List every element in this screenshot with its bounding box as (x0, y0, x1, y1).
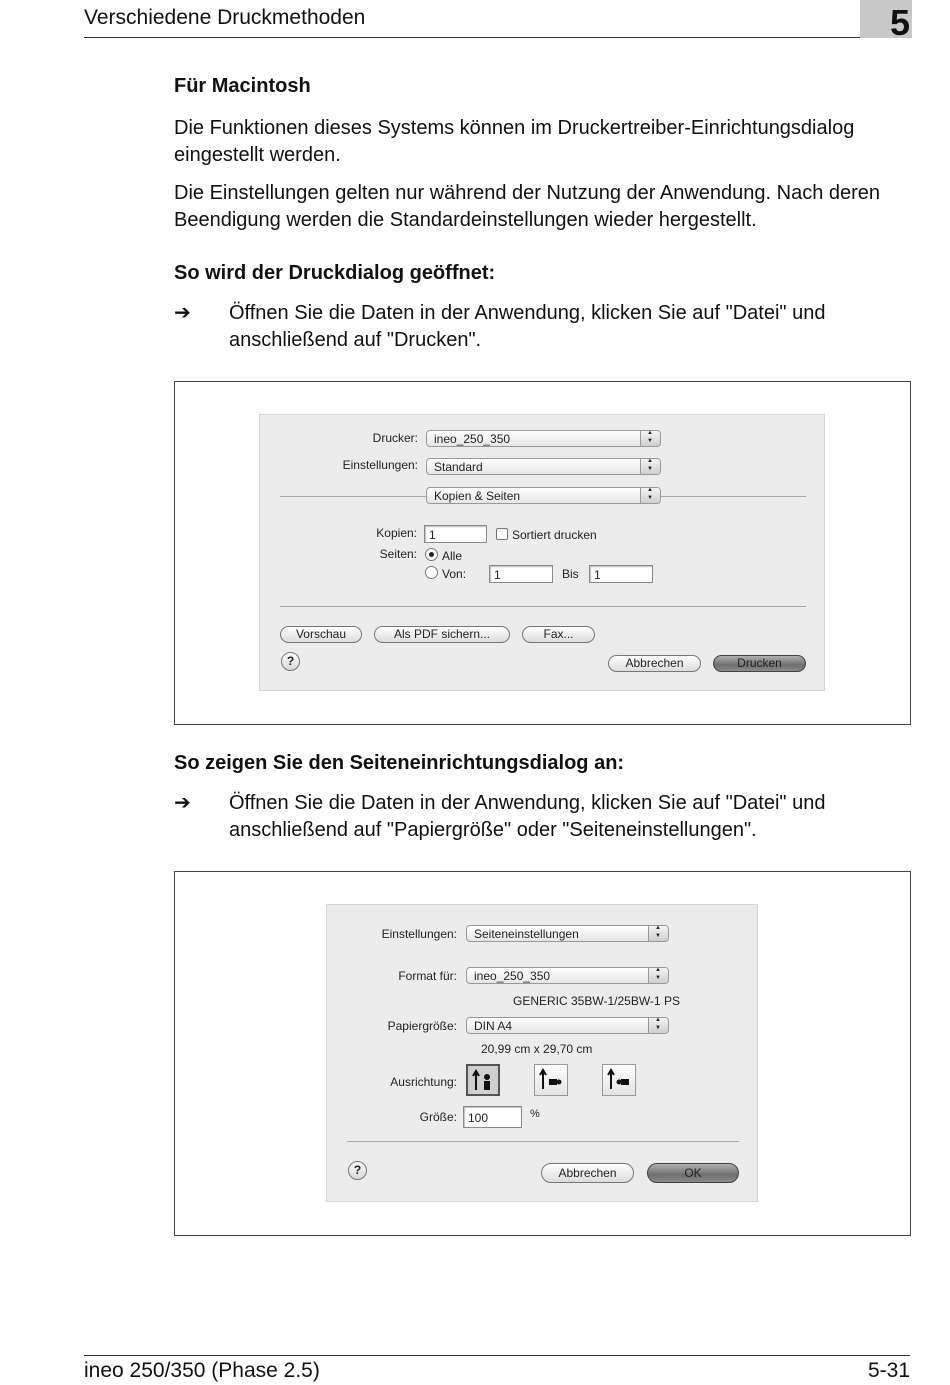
preview-button[interactable]: Vorschau (280, 626, 362, 643)
popup-stepper-icon (648, 968, 668, 983)
printer-description: GENERIC 35BW-1/25BW-1 PS (513, 994, 680, 1008)
separator (661, 496, 806, 497)
cancel-button[interactable]: Abbrechen (608, 655, 701, 672)
print-button[interactable]: Drucken (713, 655, 806, 672)
save-as-pdf-button[interactable]: Als PDF sichern... (374, 626, 510, 643)
scale-label: Größe: (419, 1110, 457, 1124)
separator (347, 1141, 739, 1142)
print-dialog-heading: So wird der Druckdialog geöffnet: (174, 262, 496, 284)
popup-stepper-icon (648, 1018, 668, 1033)
footer-rule (84, 1355, 910, 1356)
separator (280, 606, 806, 607)
settings-popup-value: Seiteneinstellungen (474, 927, 579, 941)
orientation-label: Ausrichtung: (390, 1075, 457, 1089)
scale-field[interactable]: 100 (463, 1106, 522, 1128)
settings-label: Einstellungen: (381, 927, 457, 941)
format-popup-value: ineo_250_350 (474, 969, 551, 983)
paper-size-label: Papiergröße: (387, 1019, 457, 1033)
settings-label: Einstellungen: (342, 458, 418, 472)
print-dialog (259, 414, 825, 691)
ok-button[interactable]: OK (647, 1163, 739, 1183)
pages-label: Seiten: (379, 547, 417, 561)
paper-size-popup[interactable] (466, 1017, 669, 1034)
copies-label: Kopien: (376, 526, 417, 540)
panel-popup-value: Kopien & Seiten (434, 489, 521, 503)
pages-all-radio[interactable] (425, 548, 438, 561)
separator (280, 496, 426, 497)
orientation-landscape-reverse-icon[interactable] (602, 1064, 636, 1096)
popup-stepper-icon (640, 431, 660, 446)
page-setup-step: Öffnen Sie die Daten in der Anwendung, klicken Sie auf "Datei" und anschließend auf "Papiergröße" oder "Seiteneinstellungen". (229, 792, 826, 841)
format-popup[interactable] (466, 967, 669, 984)
format-label: Format für: (398, 969, 457, 983)
arrow-icon: ➔ (174, 302, 191, 324)
help-icon[interactable]: ? (348, 1161, 367, 1180)
orientation-landscape-icon[interactable] (534, 1064, 568, 1096)
running-header-title: Verschiedene Druckmethoden (84, 6, 366, 29)
header-rule (84, 37, 860, 38)
pages-to-label: Bis (562, 567, 579, 581)
intro-paragraph-1: Die Funktionen dieses Systems können im Druckertreiber-Einrichtungsdialog eingestellt werden. (174, 117, 855, 166)
settings-popup[interactable] (466, 925, 669, 942)
popup-stepper-icon (648, 926, 668, 941)
arrow-icon: ➔ (174, 792, 191, 814)
fax-button[interactable]: Fax... (522, 626, 595, 643)
pages-to-field[interactable]: 1 (589, 565, 653, 583)
help-icon[interactable]: ? (281, 652, 300, 671)
cancel-button[interactable]: Abbrechen (541, 1163, 634, 1183)
settings-popup[interactable] (426, 458, 661, 475)
page-setup-heading: So zeigen Sie den Seiteneinrichtungsdialog an: (174, 752, 625, 774)
footer-product: ineo 250/350 (Phase 2.5) (84, 1359, 320, 1382)
popup-stepper-icon (640, 459, 660, 474)
chapter-number: 5 (889, 2, 910, 43)
paper-size-popup-value: DIN A4 (474, 1019, 513, 1033)
collate-checkbox[interactable] (496, 528, 508, 540)
printer-label: Drucker: (372, 431, 418, 445)
pages-range-radio[interactable] (425, 566, 438, 579)
intro-paragraph-2: Die Einstellungen gelten nur während der Nutzung der Anwendung. Nach deren Beendigung werden die Standardeinstellungen wieder hergestellt. (174, 182, 881, 231)
paper-dimensions: 20,99 cm x 29,70 cm (481, 1042, 593, 1056)
footer-page-number: 5-31 (867, 1359, 910, 1382)
page-setup-dialog (326, 904, 758, 1202)
section-heading: Für Macintosh (174, 75, 311, 97)
printer-popup[interactable] (426, 430, 661, 447)
copies-field[interactable]: 1 (424, 525, 487, 543)
pages-from-label: Von: (442, 567, 467, 581)
panel-popup[interactable] (426, 487, 661, 504)
orientation-portrait-icon[interactable] (466, 1064, 500, 1096)
printer-popup-value: ineo_250_350 (434, 432, 511, 446)
print-dialog-step: Öffnen Sie die Daten in der Anwendung, klicken Sie auf "Datei" und anschließend auf "Drucken". (229, 302, 826, 351)
scale-unit: % (530, 1108, 540, 1120)
popup-stepper-icon (640, 488, 660, 503)
settings-popup-value: Standard (434, 460, 483, 474)
collate-label: Sortiert drucken (512, 528, 597, 542)
pages-all-label: Alle (442, 549, 463, 563)
pages-from-field[interactable]: 1 (489, 565, 553, 583)
